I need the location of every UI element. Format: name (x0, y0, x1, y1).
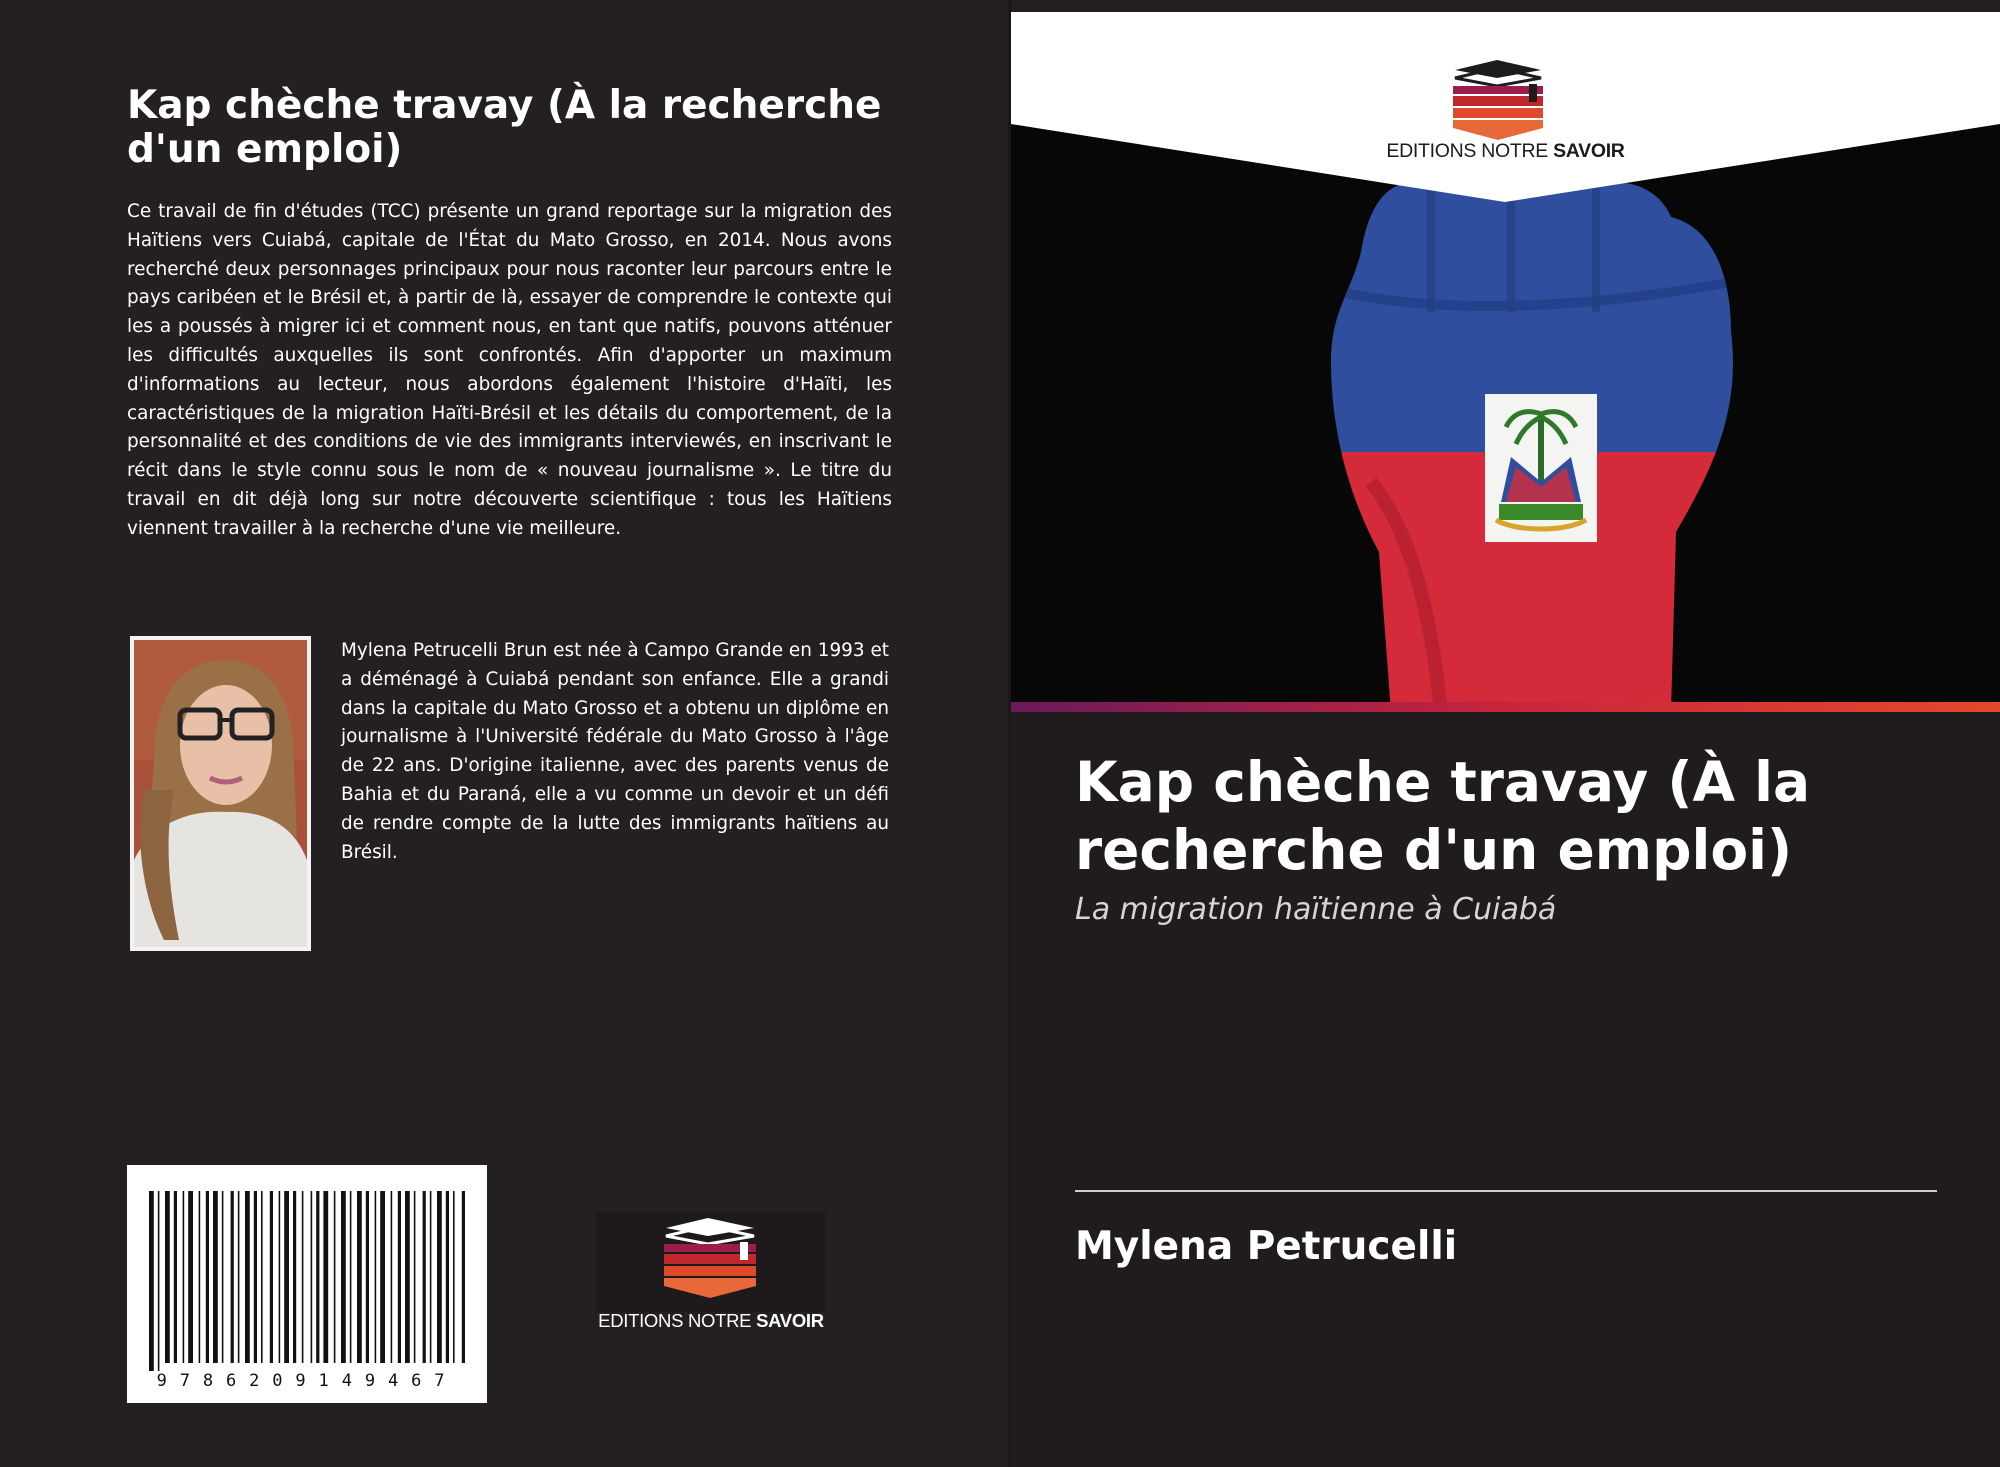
barcode-bar (245, 1191, 250, 1363)
barcode-bar (279, 1191, 281, 1363)
barcode-bar (165, 1191, 170, 1363)
barcode-bar (437, 1191, 442, 1363)
barcode-bar (293, 1191, 296, 1363)
stacked-books-logo-icon (596, 1212, 826, 1312)
barcode-bar (316, 1191, 319, 1363)
front-cover-subtitle: La migration haïtienne à Cuiabá (1075, 892, 1557, 927)
barcode-bar (311, 1191, 313, 1363)
barcode-bar (430, 1191, 432, 1363)
back-cover-title: Kap chèche travay (À la recherche d'un emploi) (127, 83, 882, 172)
barcode-bar (423, 1191, 426, 1363)
barcode-bar (380, 1191, 385, 1363)
front-header-banner (1011, 12, 2000, 202)
barcode-bar (270, 1191, 273, 1363)
barcode-bar (149, 1191, 154, 1371)
barcode-bar (206, 1191, 209, 1363)
publisher-name-front: EDITIONS NOTRE SAVOIR (1386, 140, 1625, 162)
barcode-bar (446, 1191, 449, 1363)
barcode-bar (462, 1191, 465, 1363)
isbn-digits: 9786209149467 (156, 1371, 458, 1391)
barcode-bars (127, 1165, 487, 1403)
barcode-bar (183, 1191, 185, 1363)
barcode-bar (261, 1191, 263, 1363)
front-cover (1011, 12, 2000, 1467)
barcode-bar (254, 1191, 257, 1363)
barcode-bar (405, 1191, 410, 1363)
divider (1075, 1190, 1937, 1192)
barcode-bar (213, 1191, 218, 1363)
publisher-logo-back (596, 1212, 826, 1334)
front-cover-author: Mylena Petrucelli (1075, 1224, 1458, 1269)
synopsis-text: Ce travail de fin d'études (TCC) présente un grand reportage sur la migration des Haïtiens vers Cuiabá, capitale de l'État du Mato Grosso, en 2014. Nous avons recherché deux personnages principaux pour nous raconter leur parcours entre le pays caribéen et le Brésil et, à partir de là, essayer de comprendre le contexte qui les a poussés à migrer ici et comment nous, en tant que natifs, pouvons atténuer les difficultés auxquelles ils sont confrontés. Afin d'apporter un maximum d'informations au lecteur, nous abordons également l'histoire d'Haïti, les caractéristiques de la migration Haïti-Brésil et les détails du comportement, de la personnalité et des conditions de vie des immigrants interviewés, en inscrivant le récit dans le style connu sous le nom de « nouveau journalisme ». Le titre du travail en dit déjà long sur notre découverte scientifique : tous les Haïtiens viennent travailler à la recherche d'une vie meilleure. (127, 201, 892, 539)
barcode-bar (391, 1191, 393, 1363)
barcode-bar (323, 1191, 328, 1363)
barcode-bar (357, 1191, 362, 1363)
barcode-bar (302, 1191, 304, 1363)
isbn-barcode (127, 1165, 487, 1403)
barcode-bar (375, 1191, 377, 1363)
barcode-bar (222, 1191, 224, 1363)
barcode-bar (341, 1191, 346, 1363)
barcode-bar (188, 1191, 193, 1363)
barcode-bar (334, 1191, 336, 1363)
barcode-bar (366, 1191, 369, 1363)
front-cover-title: Kap chèche travay (À la recherche d'un emploi) (1075, 750, 1811, 882)
author-bio: Mylena Petrucelli Brun est née à Campo Grande en 1993 et a déménagé à Cuiabá pendant son enfance. Elle a grandi dans la capitale du Mato Grosso et a obtenu un diplôme en journalisme à l'Université fédérale du Mato Grosso à l'âge de 22 ans. D'origine italienne, avec des parents venus de Bahia et du Paraná, elle a vu comme un devoir et un défi de rendre compte de la lutte des immigrants haïtiens au Brésil. (341, 640, 889, 863)
barcode-bar (284, 1191, 289, 1363)
stacked-books-logo-icon (1453, 60, 1543, 140)
barcode-bar (158, 1191, 160, 1371)
barcode-bar (238, 1191, 240, 1363)
barcode-bar (414, 1191, 416, 1363)
author-photo (130, 636, 311, 951)
barcode-bar (231, 1191, 234, 1363)
barcode-bar (453, 1191, 455, 1363)
barcode-bar (350, 1191, 352, 1363)
barcode-bar (199, 1191, 201, 1363)
barcode-bar (174, 1191, 177, 1363)
publisher-name-back: EDITIONS NOTRE SAVOIR (598, 1310, 824, 1331)
barcode-bar (398, 1191, 401, 1363)
